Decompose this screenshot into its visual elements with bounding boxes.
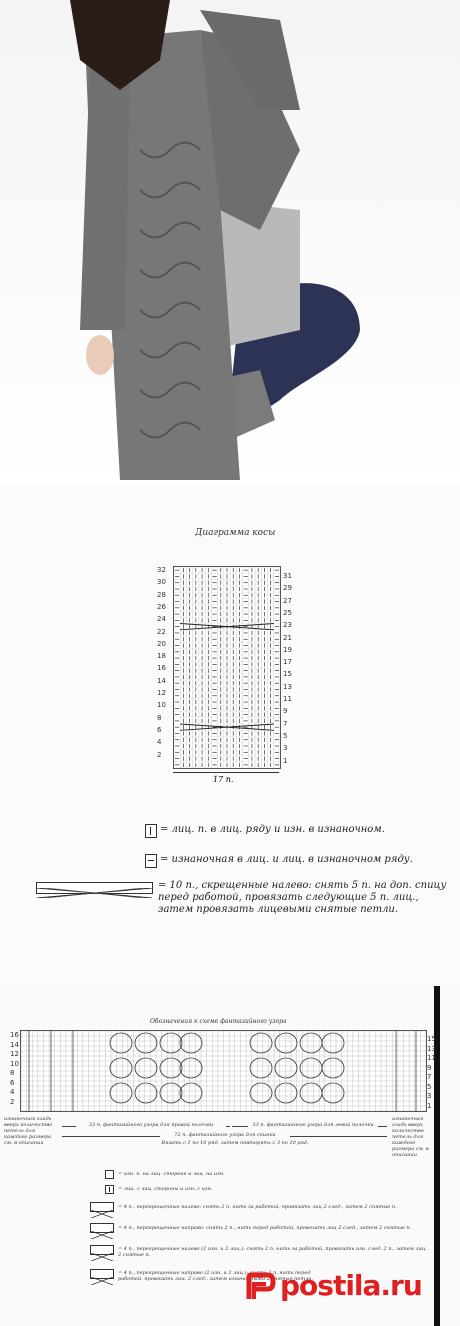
- pattern-right-row-13: 13: [427, 1044, 436, 1053]
- pattern-right-row-11: 11: [427, 1054, 436, 1062]
- pattern-left-row-12: 12: [10, 1050, 19, 1058]
- model-photo: [0, 0, 460, 486]
- pattern-chart-title: Обозначения к схеме фантазийного узора: [150, 1018, 287, 1025]
- pattern-left-row-8: 8: [10, 1069, 15, 1077]
- braid-legend-1: = лиц. п. в лиц. ряду и изн. в изнаночном.: [160, 824, 385, 835]
- braid-chart: [173, 566, 281, 769]
- back-repeat-label: Вязать с 1 по 10 ряд, затем повторять с 3 по 10 ряд.: [161, 1140, 309, 1146]
- braid-legend-3: = 10 п., скрещенные налево: снять 5 п. на доп. спицу перед работой, провязать следующие 5 п. лиц., затем провязать лицевыми снятые петли.: [158, 880, 447, 915]
- pattern-legend-2: = лиц. с лиц. стороны и изн. с изн.: [118, 1186, 213, 1192]
- braid-left-row-22: 22: [157, 627, 166, 636]
- right-note: изнаночная гладь вверх количество петель для каждого размера см. в описании: [392, 1116, 429, 1158]
- braid-left-row-6: 6: [157, 725, 162, 734]
- braid-right-row-23: 23: [283, 621, 292, 630]
- braid-left-row-8: 8: [157, 713, 162, 722]
- pattern-left-row-6: 6: [10, 1078, 15, 1087]
- back-label: 72 п. фантазийного узора для спинки: [160, 1132, 290, 1138]
- left-front-label: 33 п. фантазийного узора для левой полочки: [248, 1122, 378, 1128]
- pattern-legend-4: = 4 п., перекрещенные направо: снять 2 п., нить перед работой, провязать лиц 2 след., затем 2 снятые п.: [118, 1225, 412, 1231]
- braid-right-row-29: 29: [283, 584, 292, 593]
- braid-right-row-13: 13: [283, 682, 292, 691]
- pattern-right-row-5: 5: [427, 1082, 432, 1091]
- pattern-legend-1: = изн. п. на лиц. стороне и лиц. на изн.: [118, 1171, 225, 1177]
- pattern-right-row-7: 7: [427, 1073, 432, 1081]
- cross-4-purl-icon: [90, 1269, 114, 1279]
- postila-watermark: postila.ru: [280, 1269, 422, 1302]
- knit-box-icon: [105, 1185, 114, 1194]
- braid-left-row-28: 28: [157, 590, 166, 599]
- braid-right-row-21: 21: [283, 633, 292, 642]
- pattern-legend-5: = 4 п., перекрещенные налево (2 изн. и 2 лиц.): снять 2 п. нить за работой, провязать изн. след. 2 п., затем лиц. 2 снятые п.: [118, 1246, 427, 1258]
- braid-diagram-title: Диаграмма косы: [195, 528, 276, 538]
- braid-left-row-10: 10: [157, 701, 166, 710]
- pattern-left-row-4: 4: [10, 1088, 15, 1096]
- pattern-left-row-10: 10: [10, 1059, 19, 1068]
- braid-right-row-31: 31: [283, 572, 292, 580]
- braid-left-row-18: 18: [157, 652, 166, 661]
- cross-4-mixed-icon: [90, 1245, 114, 1255]
- pattern-left-row-14: 14: [10, 1040, 19, 1049]
- braid-right-row-11: 11: [283, 695, 292, 703]
- braid-right-row-5: 5: [283, 731, 288, 740]
- pattern-chart-sheet: [0, 986, 460, 1326]
- braid-left-row-16: 16: [157, 664, 166, 673]
- braid-width-label: 17 п.: [213, 775, 234, 784]
- braid-legend-2: = изнаночная в лиц. и лиц. в изнаночном ряду.: [160, 854, 413, 865]
- braid-left-row-30: 30: [157, 578, 166, 587]
- braid-right-row-25: 25: [283, 608, 292, 617]
- braid-left-row-2: 2: [157, 750, 162, 759]
- braid-right-row-1: 1: [283, 756, 288, 765]
- empty-box-icon: [105, 1170, 114, 1179]
- braid-left-row-12: 12: [157, 689, 166, 697]
- pattern-chart: [20, 1030, 427, 1112]
- cross-4-right-icon: [90, 1223, 114, 1233]
- braid-right-row-7: 7: [283, 719, 288, 728]
- braid-right-row-15: 15: [283, 670, 292, 679]
- purl-symbol-icon: [145, 854, 157, 868]
- postila-logo-icon: [246, 1272, 276, 1302]
- pattern-right-row-15: 15: [427, 1035, 436, 1043]
- braid-right-row-3: 3: [283, 744, 288, 753]
- braid-left-row-4: 4: [157, 738, 162, 747]
- braid-diagram-sheet: [0, 486, 460, 986]
- pattern-left-row-2: 2: [10, 1097, 15, 1106]
- pattern-right-row-1: 1: [427, 1101, 432, 1110]
- braid-left-row-32: 32: [157, 566, 166, 574]
- braid-right-row-9: 9: [283, 707, 288, 716]
- cable-10-symbol-icon: [36, 882, 153, 894]
- braid-left-row-24: 24: [157, 615, 166, 624]
- braid-left-row-20: 20: [157, 639, 166, 648]
- cross-4-left-icon: [90, 1202, 114, 1212]
- braid-left-row-26: 26: [157, 602, 166, 611]
- braid-right-row-19: 19: [283, 645, 292, 654]
- braid-right-row-17: 17: [283, 658, 292, 667]
- braid-right-row-27: 27: [283, 596, 292, 605]
- pattern-right-row-3: 3: [427, 1092, 432, 1100]
- braid-left-row-14: 14: [157, 676, 166, 685]
- pattern-right-row-9: 9: [427, 1063, 432, 1072]
- left-note: изнаночная гладь вверх количество петель для каждого размера см. в описании: [4, 1116, 53, 1146]
- pattern-legend-3: = 4 п., перекрещенные налево: снять 2 п. нить за работой, провязать лиц 2 след., затем 2 снятые п.: [118, 1204, 397, 1210]
- braid-width-arrow: [173, 772, 279, 773]
- pattern-legend-6: = 4 п., перекрещенные направо (2 изн. и 2 лиц.): снять 2 п. нить перед работой, провязать лиц. 2 след., затем изнаночными 2 снятые петли.: [118, 1270, 314, 1282]
- knit-symbol-icon: [145, 824, 157, 838]
- pattern-left-row-16: 16: [10, 1031, 19, 1039]
- right-front-label: 33 п. фантазийного узора для правой полочки: [76, 1122, 226, 1128]
